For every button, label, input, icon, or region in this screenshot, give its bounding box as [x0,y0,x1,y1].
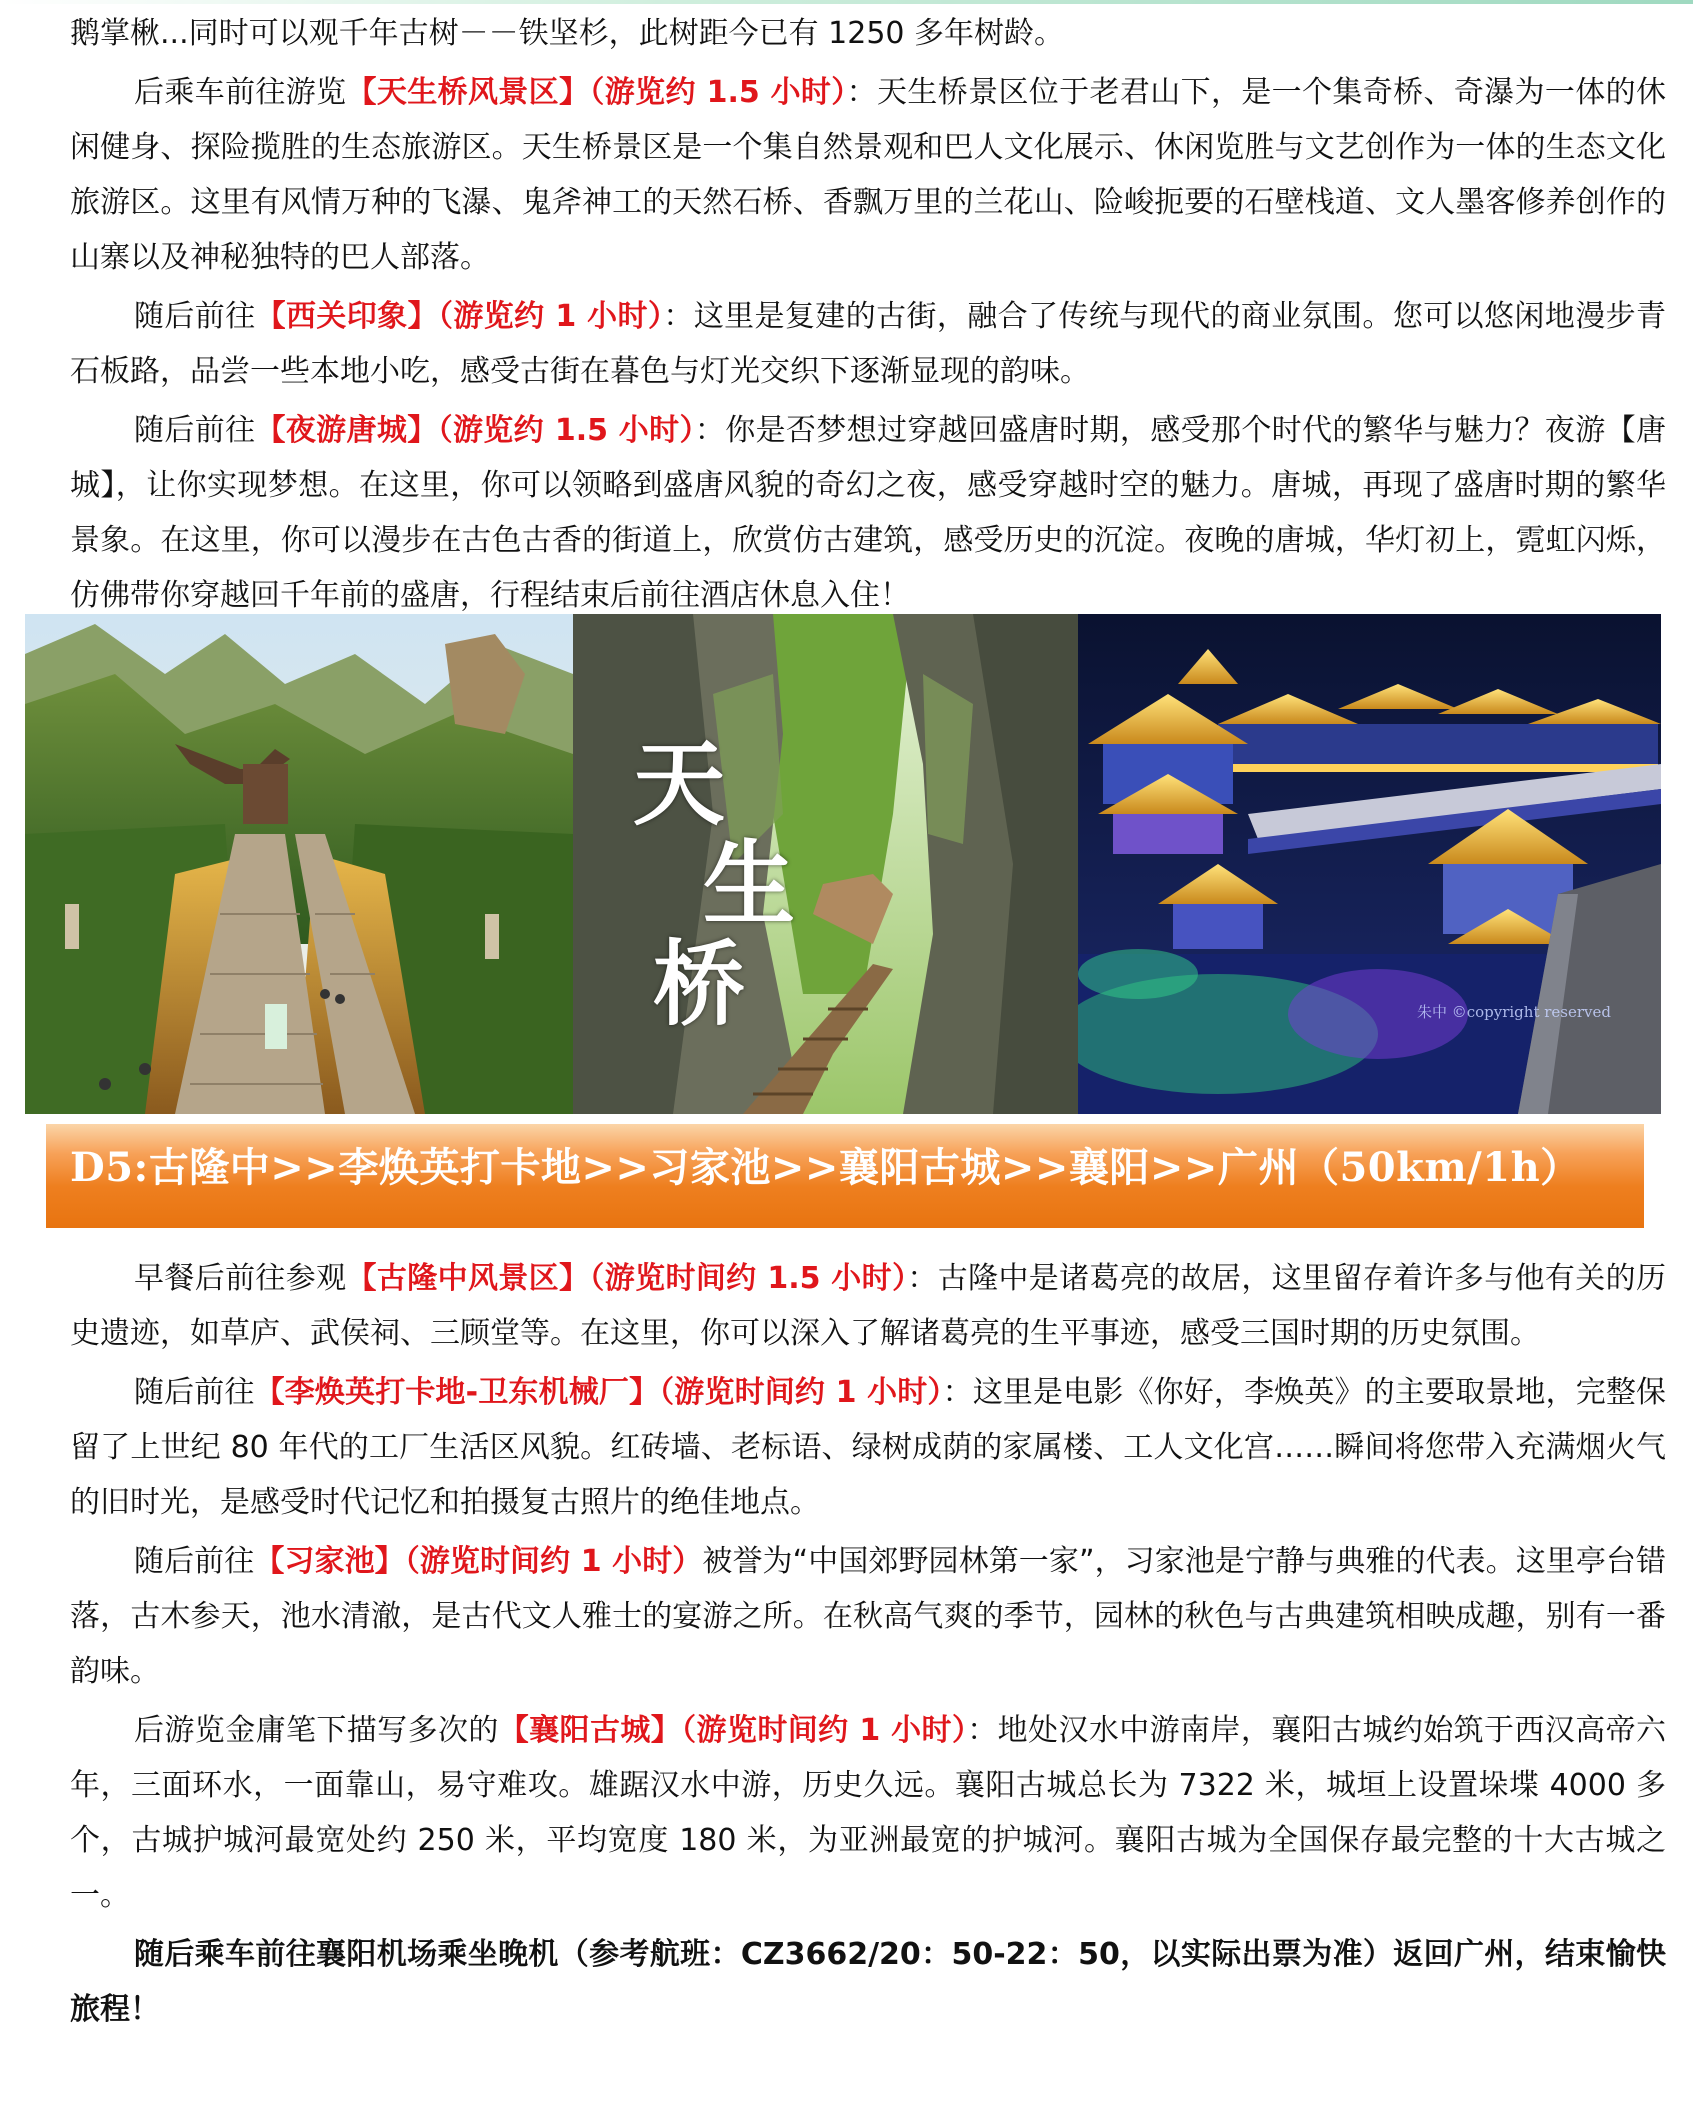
paragraph-gulongzhong [70,1251,1666,1361]
paragraph-body: 被誉为“中国郊野园林第一家”，习家池是宁静与典雅的代表。这里亭台错落，古木参天，池水清澈，是古代文人雅士的宴游之所。在秋高气爽的季节，园林的秋色与古典建筑相映成趣，别有一番韵味。 [70,1544,1667,1689]
paragraph-lead: 随后前往 [134,1375,255,1410]
highlight-xijiachi: 【习家池】（游览时间约 1 小时） [254,1544,703,1579]
photo-tangcheng-image [1078,614,1661,1114]
calligraphy-char: 桥 [653,930,746,1038]
paragraph-lead: 后乘车前往游览 [134,75,347,110]
top-accent-line [0,0,1693,4]
paragraph-lead: 随后前往 [134,299,256,334]
photographer-signature: 朱中 ©copyright reserved [1416,1003,1611,1021]
paragraph-body: ：古隆中是诸葛亮的故居，这里留存着许多与他有关的历史遗迹，如草庐、武侯祠、三顾堂等。在这里，你可以深入了解诸葛亮的生平事迹，感受三国时期的历史氛围。 [70,1261,1666,1351]
paragraph-lead: 后游览金庸笔下描写多次的 [134,1713,499,1748]
paragraph-body: ：你是否梦想过穿越回盛唐时期，感受那个时代的繁华与魅力？夜游【唐城】，让你实现梦想。在这里，你可以领略到盛唐风貌的奇幻之夜，感受穿越时空的魅力。唐城，再现了盛唐时期的繁华景象。在这里，你可以漫步在古色古香的街道上，欣赏仿古建筑，感受历史的沉淀。夜晚的唐城，华灯初上，霓虹闪烁，仿佛带你穿越回千年前的盛唐，行程结束后前往酒店休息入住！ [70,413,1666,613]
highlight-tianshengqiao: 【天生桥风景区】（游览约 1.5 小时） [346,75,847,110]
paragraph-lihuanying [70,1365,1666,1530]
paragraph-body: ：这里是复建的古街，融合了传统与现代的商业氛围。您可以悠闲地漫步青石板路，品尝一些本地小吃，感受古街在暮色与灯光交织下逐渐显现的韵味。 [70,299,1667,389]
paragraph-xijiachi [70,1534,1666,1699]
intro-line: 鹅掌楸...同时可以观千年古树－－铁坚杉，此树距今已有 1250 多年树龄。 [70,16,1065,51]
paragraph-body: ：天生桥景区位于老君山下，是一个集奇桥、奇瀑为一体的休闲健身、探险揽胜的生态旅游区。天生桥景区是一个集自然景观和巴人文化展示、休闲览胜与文艺创作为一体的生态文化旅游区。这里有风情万种的飞瀑、鬼斧神工的天然石桥、香飘万里的兰花山、险峻扼要的石壁栈道、文人墨客修养创作的山寨以及神秘独特的巴人部落。 [70,75,1666,275]
paragraph-return-flight: 随后乘车前往襄阳机场乘坐晚机（参考航班：CZ3662/20：50-22：50，以实际出票为准）返回广州，结束愉快旅程！ [70,1937,1666,2027]
calligraphy-char: 天 [633,730,726,838]
paragraph-lead: 随后前往 [134,1544,255,1579]
tianshengqiao-calligraphy [633,730,833,1038]
calligraphy-char: 生 [703,830,796,938]
photo-statue-stairway-image [25,614,573,1114]
paragraph-body: ：这里是电影《你好，李焕英》的主要取景地，完整保留了上世纪 80 年代的工厂生活区风貌。红砖墙、老标语、绿树成荫的家属楼、工人文化宫……瞬间将您带入充满烟火气的旧时光，是感受时代记忆和拍摄复古照片的绝佳地点。 [70,1375,1667,1520]
day5-banner [46,1124,1644,1228]
photo-statue-stairway [25,614,573,1114]
highlight-gulongzhong: 【古隆中风景区】（游览时间约 1.5 小时） [346,1261,908,1296]
day5-title: D5:古隆中>>李焕英打卡地>>习家池>>襄阳古城>>襄阳>>广州（50km/1h） [70,1144,1581,1191]
photo-tangcheng-night [1078,614,1661,1114]
highlight-lihuanying: 【李焕英打卡地-卫东机械厂】（游览时间约 1 小时） [254,1375,943,1410]
paragraph-body: ：地处汉水中游南岸，襄阳古城约始筑于西汉高帝六年，三面环水，一面靠山，易守难攻。雄踞汉水中游，历史久远。襄阳古城总长为 7322 米，城垣上设置垛堞 4000 多个，古城护城河最宽处约 250 米，平均宽度 180 米，为亚洲最宽的护城河。襄阳古城为全国保存最完整的十大古城之一。 [70,1713,1667,1913]
highlight-tangcheng: 【夜游唐城】（游览约 1.5 小时） [255,413,695,448]
highlight-xiangyang-gucheng: 【襄阳古城】（游览时间约 1 小时） [498,1713,968,1748]
intro-text-block [70,6,1666,623]
highlight-xiguan: 【西关印象】（游览约 1 小时） [255,299,664,334]
paragraph-tangcheng [70,403,1666,623]
day5-text-block [70,1251,1666,2037]
paragraph-xiguan [70,289,1666,399]
photo-tianshengqiao-gorge [573,614,1078,1114]
photo-strip [25,614,1661,1114]
paragraph-lead: 早餐后前往参观 [134,1261,347,1296]
paragraph-tianshengqiao [70,65,1666,285]
paragraph-lead: 随后前往 [134,413,256,448]
paragraph-xiangyang-gucheng [70,1703,1666,1923]
